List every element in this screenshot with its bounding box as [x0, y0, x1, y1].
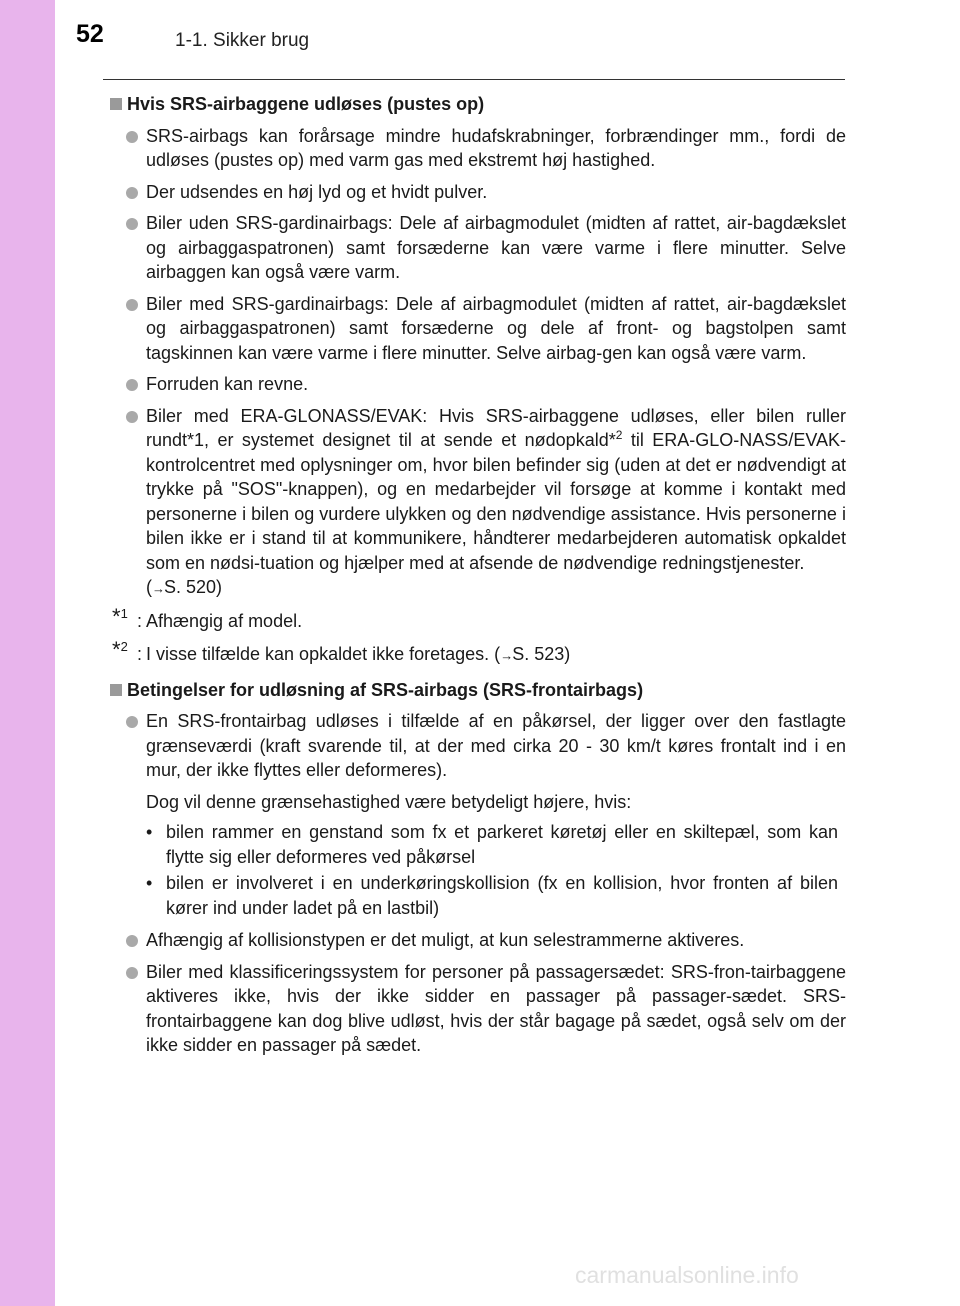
list-item: En SRS-frontairbag udløses i tilfælde af en påkørsel, der ligger over den fastlagte grænseværdi (kraft svarende til, at der med cirka 20 - 30 km/t køres frontalt ind i en mur, der ikke flyttes eller deformeres). — [110, 709, 846, 783]
heading-deploy-conditions: Betingelser for udløsning af SRS-airbags (SRS-frontairbags) — [110, 678, 846, 703]
bullet-icon — [126, 218, 138, 230]
page-reference[interactable]: S. 520) — [164, 577, 223, 597]
bullet-icon — [126, 411, 138, 423]
dash-bullet: • — [146, 873, 153, 893]
bullet-icon — [126, 131, 138, 143]
list-item: Afhængig af kollisionstypen er det muligt, at kun selestrammerne aktiveres. — [110, 928, 846, 953]
bullet-icon — [126, 935, 138, 947]
list-item: Der udsendes en høj lyd og et hvidt pulver. — [110, 180, 846, 205]
bullet-icon — [126, 716, 138, 728]
bullet-icon — [126, 299, 138, 311]
bullet-icon — [126, 187, 138, 199]
footnote-1: *$^1$ : Afhængig af model. — [112, 603, 303, 631]
list-item-era-glonass: Biler med ERA-GLONASS/EVAK: Hvis SRS-airbaggene udløses, eller bilen ruller rundt*1, er systemet designet til at sende et nødopkald*$^2$ til ERA-GLO-NASS/EVAK-kontrolcentret med oplysninger om, hvor bilen befinder sig (uden at det er nødvendigt at trykke på "SOS"-knappen), og en medarbejder vil forsøge at komme i kontakt med personerne i bilen og vurdere ulykken og den nødvendige assistance. Hvis personerne i bilen ikke er i stand til at kommunikere, håndterer medarbejderen automatisk opkaldet som en nødsi-tuation og hjælper med at afsende de nødvendige redningstjenester. (→S. 520) — [110, 404, 846, 602]
page-reference[interactable]: S. 523) — [512, 644, 571, 664]
list-item: Biler uden SRS-gardinairbags: Dele af airbagmodulet (midten af rattet, air-bagdækslet og airbaggaspatronen) samt forsæderne kan være varme i flere minutter. Selve airbaggen kan også være varm. — [110, 211, 846, 285]
square-bullet-icon — [110, 98, 122, 110]
dash-bullet: • — [146, 822, 153, 842]
heading-airbag-deploy: Hvis SRS-airbaggene udløses (pustes op) — [110, 92, 846, 117]
page-number: 52 — [76, 20, 104, 48]
arrow-right-icon: → — [500, 648, 513, 663]
arrow-right-icon: → — [152, 581, 164, 596]
sub-item: • bilen rammer en genstand som fx et parkeret køretøj eller en skiltepæl, som kan flytte sig eller deformeres ved påkørsel — [146, 822, 838, 867]
side-tab — [0, 0, 55, 1306]
paragraph: Dog vil denne grænsehastighed være betydeligt højere, hvis: — [146, 791, 632, 812]
square-bullet-icon — [110, 684, 122, 696]
list-item: Biler med klassificeringssystem for personer på passagersædet: SRS-fron-tairbaggene aktiveres ikke, hvis der ikke sidder en passager på passager-sædet. SRS-frontairbaggene kan dog blive udløst, hvis der står bagage på sædet, også selv om der ikke sidder en passager på sædet. — [110, 960, 846, 1058]
section-title: 1-1. Sikker brug — [175, 30, 310, 51]
page-content — [110, 92, 846, 1065]
list-item: SRS-airbags kan forårsage mindre hudafskrabninger, forbrændinger mm., fordi de udløses (pustes op) med varm gas med ekstremt høj hastighed. — [110, 124, 846, 173]
page-header — [0, 0, 960, 68]
list-item: Biler med SRS-gardinairbags: Dele af airbagmodulet (midten af rattet, air-bagdækslet og airbaggaspatronen) samt forsæderne og dele af front- og bagstolpen samt tagskinnen kan være varme i flere minutter. Selve airbag-gen kan også være varm. — [110, 292, 846, 366]
watermark: carmanualsonline.info — [575, 1262, 799, 1288]
list-item: Forruden kan revne. — [110, 372, 846, 397]
footnote-2: *$^2$ : I visse tilfælde kan opkaldet ikke foretages. (→S. 523) — [112, 637, 571, 664]
bullet-icon — [126, 379, 138, 391]
header-divider — [103, 79, 845, 80]
sub-item: • bilen er involveret i en underkøringskollision (fx en kollision, hvor fronten af bilen kører ind under ladet på en lastbil) — [146, 873, 838, 918]
bullet-icon — [126, 967, 138, 979]
